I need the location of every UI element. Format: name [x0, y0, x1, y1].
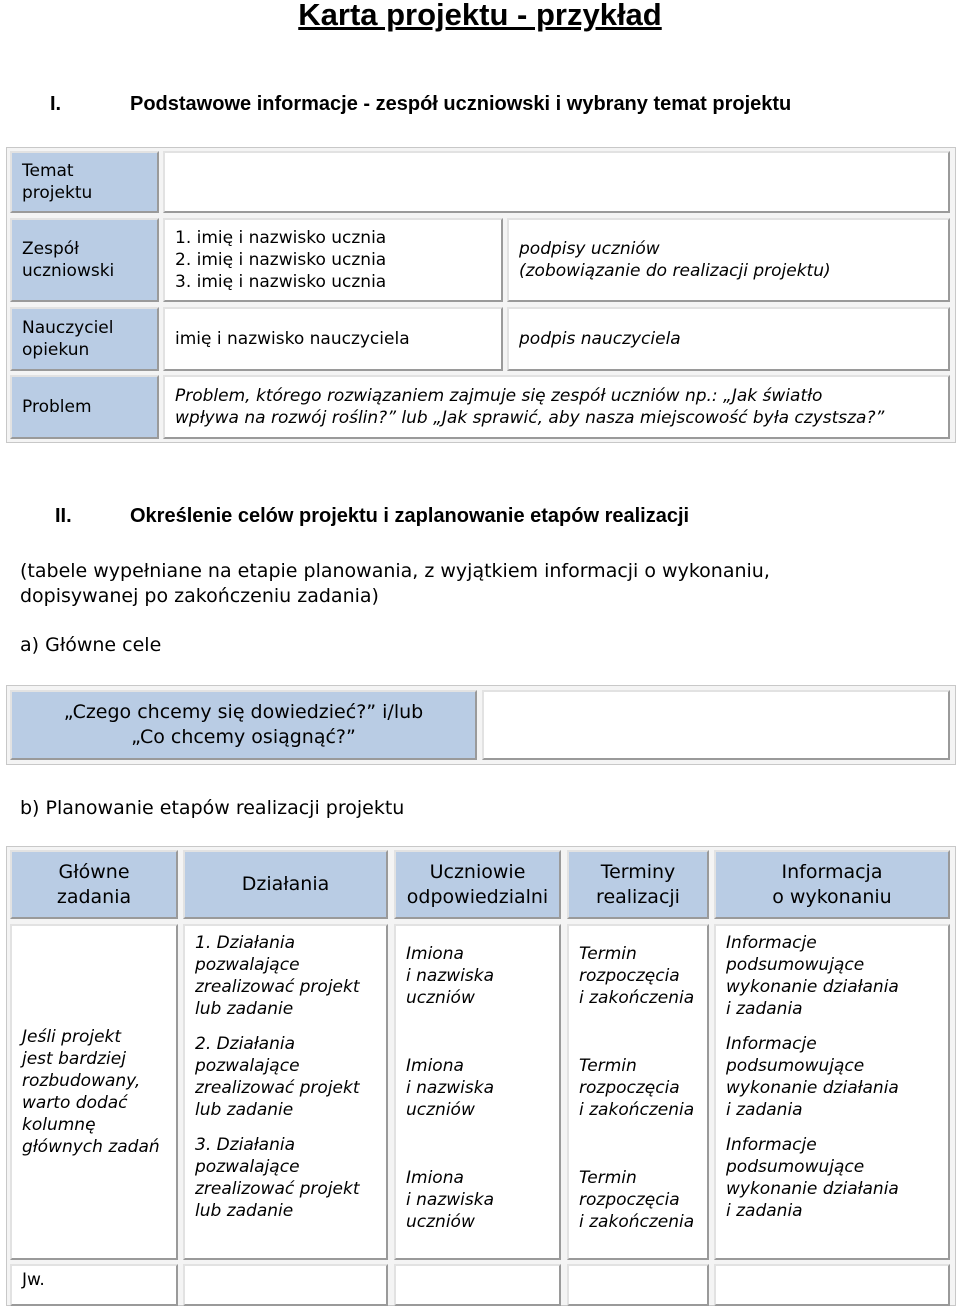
- header-responsible: Uczniowie odpowiedzialni: [394, 850, 561, 919]
- teacher-signature-cell[interactable]: podpis nauczyciela: [507, 307, 950, 371]
- goals-value-cell[interactable]: [482, 690, 950, 760]
- problem-text-cell[interactable]: Problem, którego rozwiązaniem zajmuje się zespół uczniów np.: „Jak światło wpływa na rozwój roślin?” lub „Jak sprawić, aby nasza miejscowość była czystsza?”: [163, 375, 950, 439]
- topic-value-cell[interactable]: [163, 151, 950, 213]
- section-2-note: (tabele wypełniane na etapie planowania, z wyjątkiem informacji o wykonaniu, dopisywanej po zakończeniu zadania): [20, 560, 770, 607]
- goals-label: a) Główne cele: [20, 634, 162, 656]
- header-completion-info: Informacja o wykonaniu: [714, 850, 950, 919]
- info-item: Informacje podsumowujące wykonanie działania i zadania: [726, 1135, 899, 1221]
- ditto-text: Jw.: [22, 1270, 45, 1290]
- main-task-cell[interactable]: Jeśli projekt jest bardziej rozbudowany, warto dodać kolumnę głównych zadań: [10, 924, 178, 1260]
- deadline-item: Termin rozpoczęcia i zakończenia: [579, 944, 695, 1008]
- footer-actions-cell[interactable]: [183, 1264, 388, 1306]
- student-signatures-cell[interactable]: podpisy uczniów (zobowiązanie do realizacji projektu): [507, 218, 950, 302]
- footer-info-cell[interactable]: [714, 1264, 950, 1306]
- action-item: 3. Działania pozwalające zrealizować projekt lub zadanie: [195, 1135, 360, 1221]
- actions-cell[interactable]: [183, 924, 388, 1260]
- deadline-item: Termin rozpoczęcia i zakończenia: [579, 1056, 695, 1120]
- section-2-number: II.: [55, 505, 72, 527]
- deadlines-cell[interactable]: [567, 924, 709, 1260]
- section-1-number: I.: [50, 93, 62, 115]
- footer-deadlines-cell[interactable]: [567, 1264, 709, 1306]
- responsible-item: Imiona i nazwiska uczniów: [406, 944, 494, 1008]
- section-2-heading: Określenie celów projektu i zaplanowanie etapów realizacji: [130, 505, 690, 527]
- responsible-item: Imiona i nazwiska uczniów: [406, 1056, 494, 1120]
- student-name: 3. imię i nazwisko ucznia: [175, 272, 387, 292]
- completion-info-cell[interactable]: [714, 924, 950, 1260]
- responsible-cell[interactable]: [394, 924, 561, 1260]
- problem-label-cell: Problem: [10, 375, 159, 439]
- responsible-item: Imiona i nazwiska uczniów: [406, 1168, 494, 1232]
- section-1-heading: Podstawowe informacje - zespół uczniowski i wybrany temat projektu: [130, 93, 792, 115]
- info-item: Informacje podsumowujące wykonanie działania i zadania: [726, 1034, 899, 1120]
- action-item: 1. Działania pozwalające zrealizować projekt lub zadanie: [195, 933, 360, 1019]
- teacher-name-cell[interactable]: imię i nazwisko nauczyciela: [163, 307, 503, 371]
- header-actions: Działania: [183, 850, 388, 919]
- planning-label: b) Planowanie etapów realizacji projektu: [20, 797, 405, 819]
- student-list-cell[interactable]: [163, 218, 503, 302]
- action-item: 2. Działania pozwalające zrealizować projekt lub zadanie: [195, 1034, 360, 1120]
- deadline-item: Termin rozpoczęcia i zakończenia: [579, 1168, 695, 1232]
- topic-label-cell: Temat projektu: [10, 151, 159, 213]
- footer-cell[interactable]: [10, 1264, 178, 1306]
- page-title: Karta projektu - przykład: [298, 0, 662, 32]
- footer-responsible-cell[interactable]: [394, 1264, 561, 1306]
- goals-label-cell: „Czego chcemy się dowiedzieć?” i/lub „Co chcemy osiągnąć?”: [10, 690, 477, 760]
- info-item: Informacje podsumowujące wykonanie działania i zadania: [726, 933, 899, 1019]
- teacher-label-cell: Nauczyciel opiekun: [10, 307, 159, 371]
- student-name: 1. imię i nazwisko ucznia: [175, 228, 387, 248]
- student-name: 2. imię i nazwisko ucznia: [175, 250, 387, 270]
- team-label-cell: Zespół uczniowski: [10, 218, 159, 302]
- header-main-tasks: Główne zadania: [10, 850, 178, 919]
- header-deadlines: Terminy realizacji: [567, 850, 709, 919]
